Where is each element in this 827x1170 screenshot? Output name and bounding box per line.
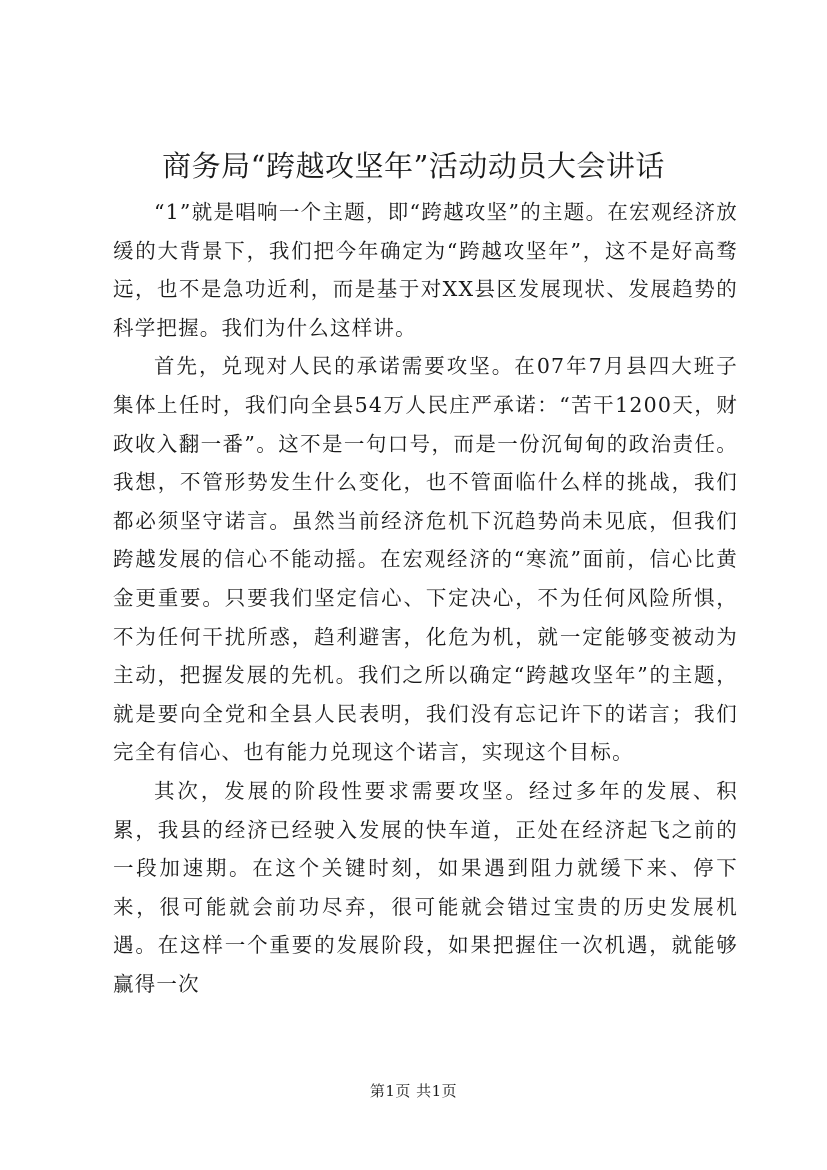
body-paragraph: 首先，兑现对人民的承诺需要攻坚。在07年7月县四大班子集体上任时，我们向全县54万人民庄严承诺：“苦干1200天，财政收入翻一番”。这不是一句口号，而是一份沉甸甸的政治责任。我想，不管形势发生什么变化，也不管面临什么样的挑战，我们都必须坚守诺言。虽然当前经济危机下沉趋势尚未见底，但我们跨越发展的信心不能动摇。在宏观经济的“寒流”面前，信心比黄金更重要。只要我们坚定信心、下定决心，不为任何风险所惧，不为任何干扰所惑，趋利避害，化危为机，就一定能够变被动为主动，把握发展的先机。我们之所以确定“跨越攻坚年”的主题，就是要向全党和全县人民表明，我们没有忘记许下的诺言；我们完全有信心、也有能力兑现这个诺言，实现这个目标。 (113, 354, 738, 765)
body-paragraph: “1”就是唱响一个主题，即“跨越攻坚”的主题。在宏观经济放缓的大背景下，我们把今年确定为“跨越攻坚年”，这不是好高骛远，也不是急功近利，而是基于对XX县区发展现状、发展趋势的科学把握。我们为什么这样讲。 (113, 200, 738, 340)
page-footer: 第1页 共1页 (369, 1082, 458, 1100)
document-body (113, 193, 738, 1003)
body-paragraph: 其次，发展的阶段性要求需要攻坚。经过多年的发展、积累，我县的经济已经驶入发展的快车道，正处在经济起飞之前的一段加速期。在这个关键时刻，如果遇到阻力就缓下来、停下来，很可能就会前功尽弃，很可能就会错过宝贵的历史发展机遇。在这样一个重要的发展阶段，如果把握住一次机遇，就能够赢得一次 (113, 778, 738, 996)
document-title: 商务局“跨越攻坚年”活动动员大会讲话 (162, 149, 665, 183)
